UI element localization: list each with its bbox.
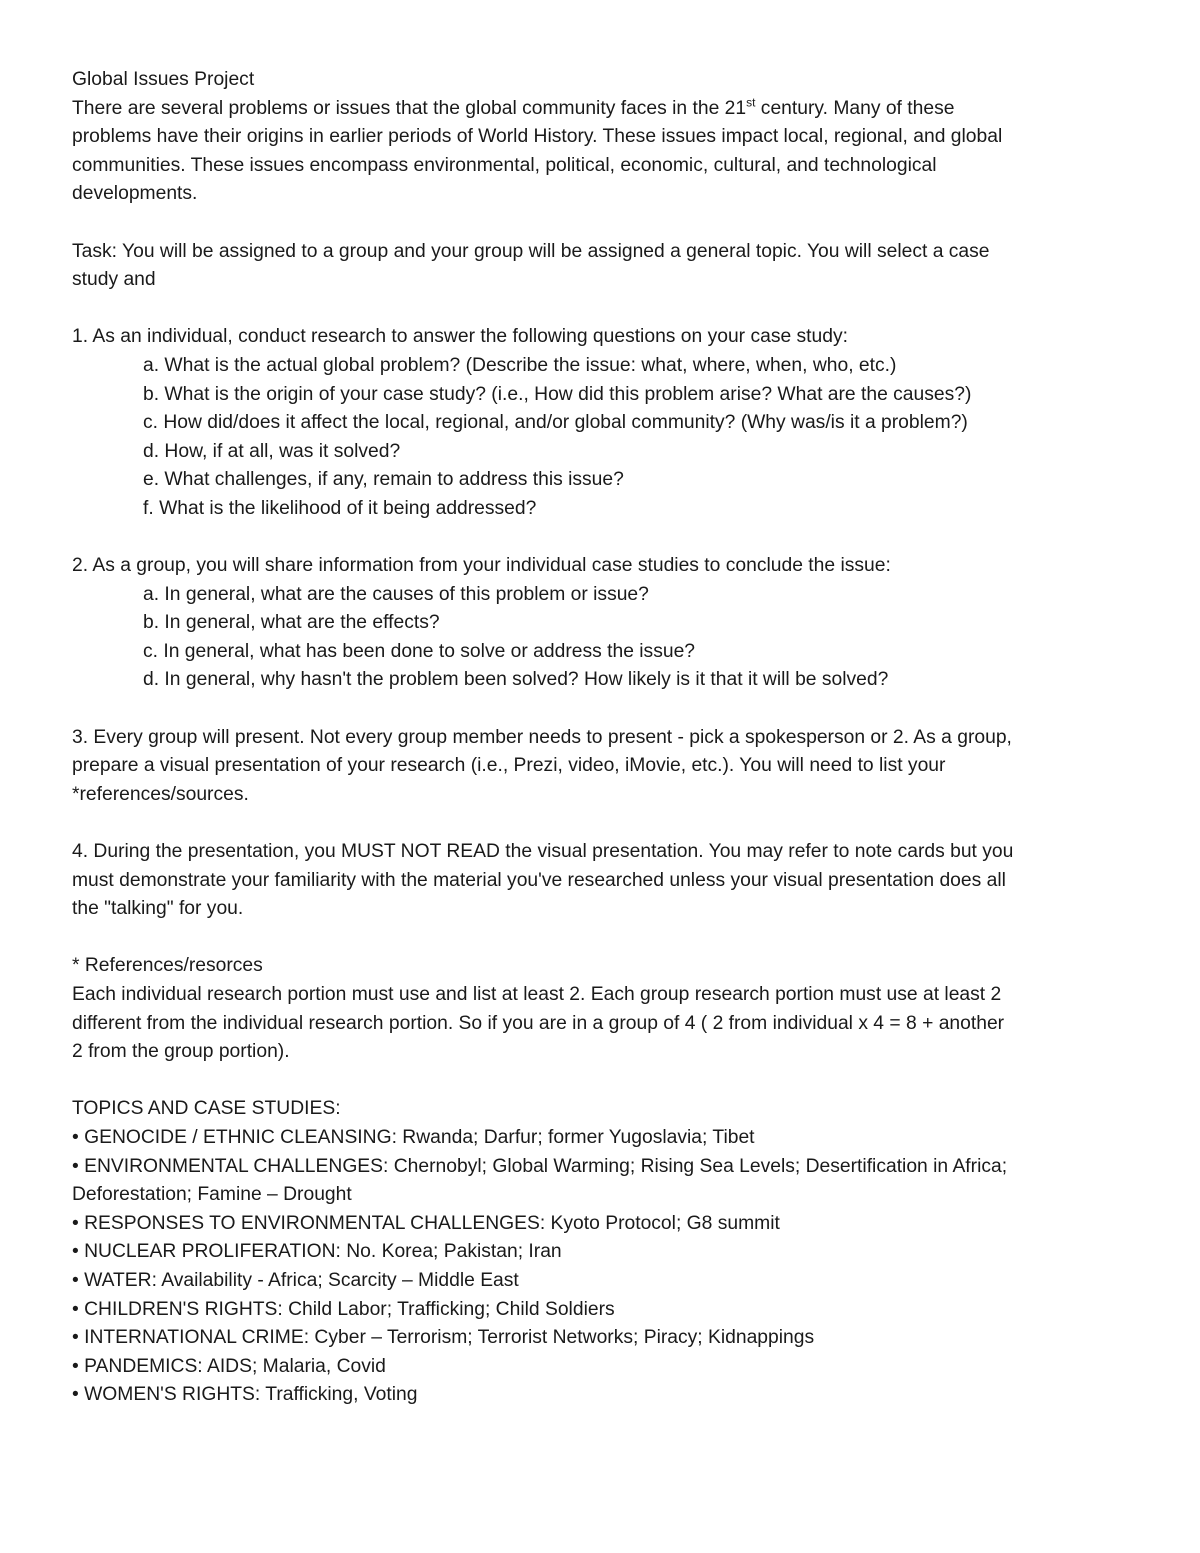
intro-text: There are several problems or issues that the global community faces in the 21 (72, 97, 747, 119)
section-heading: * References/resorces (72, 955, 263, 977)
question-item: b. What is the origin of your case study? (i.e., How did this problem arise? What are the causes?) (143, 383, 972, 405)
ordinal-suffix: st (746, 95, 756, 110)
paragraph-line: 3. Every group will present. Not every group member needs to present - pick a spokesperson or 2. As a group, (72, 726, 1012, 748)
paragraph-line: 2 from the group portion). (72, 1041, 290, 1063)
question-item: f. What is the likelihood of it being addressed? (143, 497, 537, 519)
section-presentation (72, 724, 1132, 810)
section-heading: 2. As a group, you will share information from your individual case studies to conclude the issue: (72, 555, 891, 577)
topic-item: • GENOCIDE / ETHNIC CLEANSING: Rwanda; Darfur; former Yugoslavia; Tibet (72, 1126, 755, 1148)
paragraph-line: different from the individual research portion. So if you are in a group of 4 ( 2 from individual x 4 = 8 + another (72, 1012, 1005, 1034)
topic-item: • INTERNATIONAL CRIME: Cyber – Terrorism; Terrorist Networks; Piracy; Kidnappings (72, 1327, 815, 1349)
paragraph-line: 4. During the presentation, you MUST NOT READ the visual presentation. You may refer to note cards but you (72, 841, 1014, 863)
paragraph-line: *references/sources. (72, 783, 249, 805)
paragraph-line: the "talking" for you. (72, 898, 244, 920)
question-item: a. What is the actual global problem? (Describe the issue: what, where, when, who, etc.) (143, 354, 897, 376)
question-item: c. How did/does it affect the local, regional, and/or global community? (Why was/is it a problem?) (143, 412, 968, 434)
section-presentation-rules (72, 838, 1132, 924)
topic-item: • WOMEN'S RIGHTS: Trafficking, Voting (72, 1384, 418, 1406)
task-line: study and (72, 269, 156, 291)
section-individual-research (72, 323, 1132, 523)
question-item: e. What challenges, if any, remain to address this issue? (143, 469, 624, 491)
topic-item: Deforestation; Famine – Drought (72, 1184, 352, 1206)
section-heading: 1. As an individual, conduct research to answer the following questions on your case study: (72, 326, 848, 348)
intro-line: problems have their origins in earlier periods of World History. These issues impact local, regional, and global (72, 126, 1003, 148)
question-item: c. In general, what has been done to solve or address the issue? (143, 640, 696, 662)
paragraph-line: must demonstrate your familiarity with the material you've researched unless your visual presentation does all (72, 869, 1006, 891)
section-heading: TOPICS AND CASE STUDIES: (72, 1098, 341, 1120)
section-topics (72, 1095, 1132, 1410)
topic-item: • PANDEMICS: AIDS; Malaria, Covid (72, 1355, 386, 1377)
topic-item: • RESPONSES TO ENVIRONMENTAL CHALLENGES: Kyoto Protocol; G8 summit (72, 1212, 780, 1234)
intro-line (72, 95, 1132, 124)
question-item: b. In general, what are the effects? (143, 612, 440, 634)
paragraph-line: Each individual research portion must use and list at least 2. Each group research portion must use at least 2 (72, 984, 1002, 1005)
task-paragraph (72, 238, 1132, 295)
section-group-research (72, 552, 1132, 695)
intro-line: communities. These issues encompass environmental, political, economic, cultural, and technological (72, 154, 937, 176)
intro-line: developments. (72, 183, 198, 205)
question-item: a. In general, what are the causes of this problem or issue? (143, 583, 649, 605)
topic-item: • ENVIRONMENTAL CHALLENGES: Chernobyl; Global Warming; Rising Sea Levels; Desertification in Africa; (72, 1155, 1008, 1177)
topic-item: • WATER: Availability - Africa; Scarcity – Middle East (72, 1269, 519, 1291)
intro-paragraph (72, 95, 1132, 209)
intro-text: century. Many of these (755, 97, 955, 119)
document-title: Global Issues Project (72, 69, 255, 90)
paragraph-line: prepare a visual presentation of your research (i.e., Prezi, video, iMovie, etc.). You will need to list your (72, 755, 946, 777)
section-references (72, 952, 1132, 1066)
topic-item: • NUCLEAR PROLIFERATION: No. Korea; Pakistan; Iran (72, 1241, 562, 1263)
document-page (72, 66, 1132, 1410)
task-line: Task: You will be assigned to a group and your group will be assigned a general topic. You will select a case (72, 240, 990, 262)
topic-item: • CHILDREN'S RIGHTS: Child Labor; Trafficking; Child Soldiers (72, 1298, 615, 1320)
question-item: d. In general, why hasn't the problem been solved? How likely is it that it will be solved? (143, 669, 889, 691)
question-item: d. How, if at all, was it solved? (143, 440, 401, 462)
